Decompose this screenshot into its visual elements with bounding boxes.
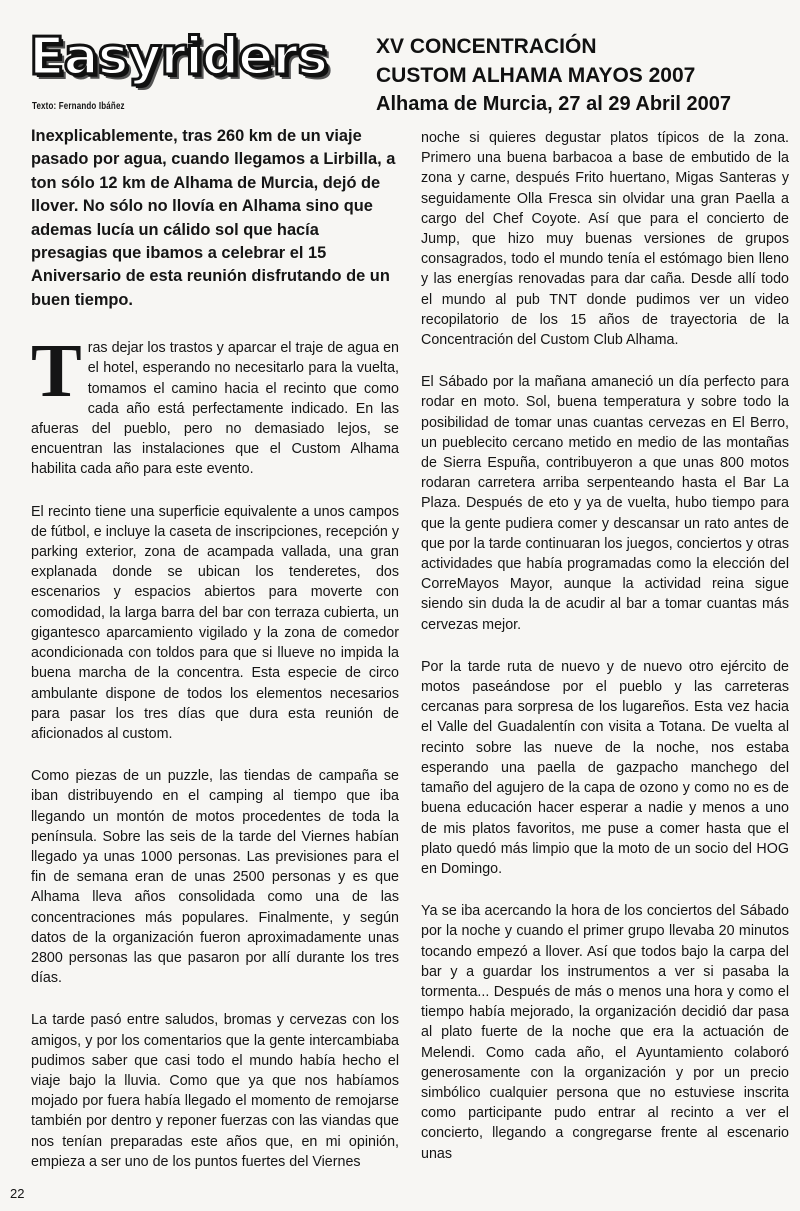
headline-line-3: Alhama de Murcia, 27 al 29 Abril 2007 — [376, 93, 731, 115]
lead-paragraph: Inexplicablemente, tras 260 km de un viaje pasado por agua, cuando llegamos a Lirbilla, a ton sólo 12 km de Alhama de Murcia, dejó de llover. No sólo no llovía en Alhama sino que ademas lucía un cálido sol que hacía presagias que ibamos a celebrar el 15 Aniversario de esta reunión disfrutando de un buen tiempo. — [31, 127, 396, 309]
page-number: 22 — [10, 1186, 25, 1201]
paragraph-8: Ya se iba acercando la hora de los conciertos del Sábado por la noche y cuando el primer grupo llevaba 20 minutos tocando empezó a llover. Así que todos bajo la carpa del bar y a guardar los instrumentos a ver si pasaba la tormenta... Después de más o menos una hora y como el tiempo había mejorado, la organización decidió dar pasa al plato fuerte de la noche que era la actuación de Melendi. Como cada año, el Ayuntamiento colaboró generosamente con la organización y por un precio simbólico cualquier persona que no estuviese inscrita como participante pudo entrar al recinto a ver el concierto, llegando a congregarse frente al escenario unas — [421, 903, 789, 1162]
right-column — [421, 128, 789, 1186]
paragraph-5: noche si quieres degustar platos típicos de la zona. Primero una buena barbacoa a base de embutido de la zona y carne, después Frito huertano, Migas Santeras y seguidamente Olla Fresca sin olvidar una gran Paella a cargo del Chef Coyote. Así que para el concierto de Jump, que hizo muy buenas versiones de grupos consagrados, todo el mundo tenía el estómago bien lleno y las energías renovadas para dar caña. Desde allí todo el mundo al pub TNT donde pudimos ver un video recopilatorio de los 15 años de trayectoria de la Concentración del Custom Club Alhama. — [421, 130, 789, 349]
paragraph-4: La tarde pasó entre saludos, bromas y cervezas con los amigos, y por los comentarios que la gente intercambiaba pudimos saber que casi todo el mundo había hecho el viaje bajo la lluvia. Como que ya que nos habíamos mojado por fuera había llegado el momento de remojarse también por dentro y reponer fuerzas con las viandas que nos tenían preparadas este años que, en mi opinión, empieza a ser uno de los puntos fuertes del Viernes — [31, 1012, 399, 1170]
left-column — [31, 125, 399, 1194]
headline-line-2: CUSTOM ALHAMA MAYOS 2007 — [376, 64, 696, 87]
paragraph-1-text: ras dejar los trastos y aparcar el traje de agua en el hotel, esperando no necesitarlo para la vuelta, tomamos el camino hacia el recinto que como cada año está perfectamente indicado. En las afueras del pueblo, pero no demasiado lejos, se encuentran las instalaciones que el Custom Alhama habilita cada año para este evento. — [31, 340, 399, 478]
paragraph-1 — [31, 329, 399, 479]
paragraph-6: El Sábado por la mañana amaneció un día perfecto para rodar en moto. Sol, buena temperatura y sobre todo la posibilidad de tomar unas cuantas cervezas en El Berro, un pueblecito cercano metido en medio de las montañas de Sierra Espuña, contribuyeron a que unas 800 motos rodaran carretera arriba serpenteando hasta el Bar La Plaza. Después de eto y ya de vuelta, hubo tiempo para que la gente pudiera comer y descansar un rato antes de que por la tarde continuaran los juegos, conciertos y otras actividades que había programadas como la elección del CorreMayos Mayor, aunque la actividad reina sigue siendo sin duda la de acudir al bar a tomar cuantas más cervezas mejor. — [421, 374, 789, 633]
article-headline — [376, 32, 796, 119]
drop-cap: T — [31, 329, 82, 414]
paragraph-3: Como piezas de un puzzle, las tiendas de campaña se iban distribuyendo en el camping al tiempo que iba llegando un montón de motos procedentes de toda la península. Sobre las seis de la tarde del Viernes habían llegado ya unas 1000 personas. Las previsiones para el fin de semana eran de unas 2500 personas y es que Alhama lleva años consolidada como una de las concentraciones más populares. Finalmente, y según datos de la organización fueron aproximadamente unas 2800 personas las que pasaron por allí durante los tres días. — [31, 768, 399, 987]
byline: Texto: Fernando Ibáñez — [32, 101, 125, 112]
headline-line-1: XV CONCENTRACIÓN — [376, 35, 597, 58]
paragraph-7: Por la tarde ruta de nuevo y de nuevo otro ejército de motos paseándose por el pueblo y las carreteras cercanas para sorpresa de los lugareños. Esta vez hacia el Valle del Guadalentín con visita a Totana. De vuelta al recinto sobre las nueve de la noche, nos estaba esperando una paella de gazpacho manchego del tamaño del agujero de la capa de ozono y como no es de buena educación hacer esperar a nadie y menos a uno de mis platos favoritos, me puse a comer hasta que el plato quedó más limpio que la moto de un socio del HOG en Domingo. — [421, 658, 789, 877]
magazine-logo: Easyriders — [29, 27, 328, 87]
paragraph-2: El recinto tiene una superficie equivalente a unos campos de fútbol, e incluye la caseta de inscripciones, recepción y parking exterior, zona de acampada vallada, una gran explanada donde se ubican los tenderetes, dos escenarios y espacios abiertos para moverte con comodidad, la larga barra del bar con terraza cubierta, un gigantesco aparcamiento vigilado y la zona de comedor acondicionada con toldos para que si llueve no impida la buena marcha de la concentra. Esta especie de circo ambulante dispone de todos los elementos necesarios para pasar los tres días que dura esta reunión de aficionados al custom. — [31, 503, 399, 742]
